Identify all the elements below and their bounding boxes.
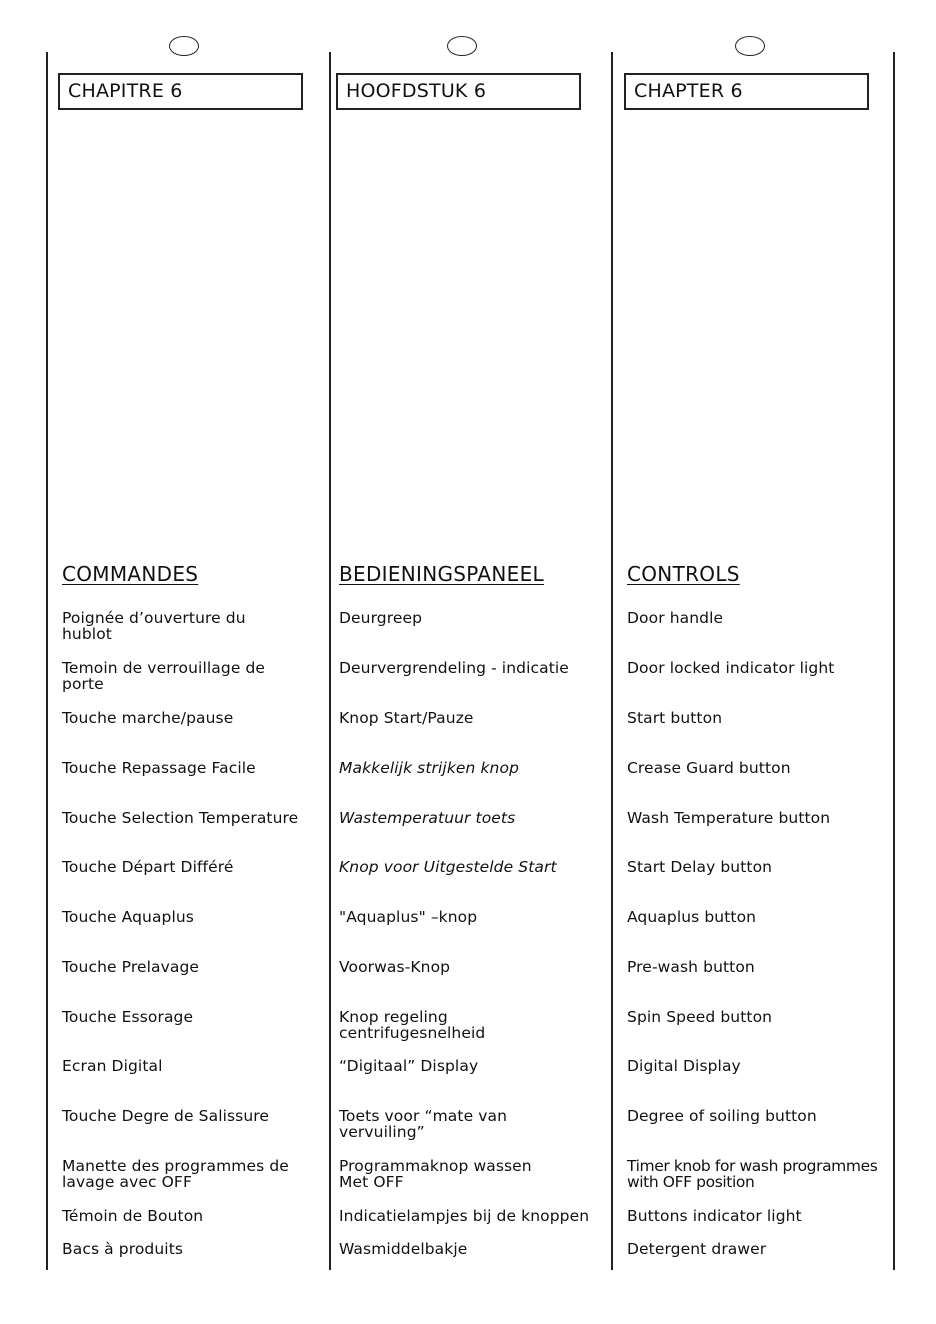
list-item: Makkelijk strijken knop bbox=[339, 759, 520, 777]
list-item: Wash Temperature button bbox=[627, 809, 831, 827]
list-item: Deurvergrendeling - indicatie bbox=[339, 659, 569, 677]
list-item: Temoin de verrouillage de porte bbox=[62, 659, 266, 693]
section-title-fr: COMMANDES bbox=[62, 562, 199, 586]
language-flag-icon-en bbox=[735, 36, 765, 56]
list-item: “Digitaal” Display bbox=[339, 1057, 479, 1075]
list-item: Touche Repassage Facile bbox=[62, 759, 256, 777]
list-item: Knop regeling centrifugesnelheid bbox=[339, 1008, 486, 1042]
list-item: Pre-wash button bbox=[627, 958, 755, 976]
list-item: Aquaplus button bbox=[627, 908, 757, 926]
list-item: Timer knob for wash programmes with OFF position bbox=[627, 1157, 878, 1191]
list-item: Touche Prelavage bbox=[62, 958, 200, 976]
list-item: Detergent drawer bbox=[627, 1240, 767, 1258]
chapter-heading-nl: HOOFDSTUK 6 bbox=[336, 73, 581, 110]
list-item: Touche Selection Temperature bbox=[62, 809, 299, 827]
list-item: Touche marche/pause bbox=[62, 709, 234, 727]
list-item: Wasmiddelbakje bbox=[339, 1240, 468, 1258]
list-item: "Aquaplus" –knop bbox=[339, 908, 478, 926]
list-item: Digital Display bbox=[627, 1057, 741, 1075]
list-item: Indicatielampjes bij de knoppen bbox=[339, 1207, 590, 1225]
chapter-heading-fr: CHAPITRE 6 bbox=[58, 73, 303, 110]
list-item: Touche Aquaplus bbox=[62, 908, 194, 926]
list-item: Programmaknop wassen Met OFF bbox=[339, 1157, 532, 1191]
column-divider-right bbox=[893, 52, 895, 1270]
list-item: Start button bbox=[627, 709, 723, 727]
list-item: Poignée d’ouverture du hublot bbox=[62, 609, 246, 643]
list-item: Door locked indicator light bbox=[627, 659, 835, 677]
list-item: Touche Essorage bbox=[62, 1008, 194, 1026]
list-item: Touche Degre de Salissure bbox=[62, 1107, 270, 1125]
list-item: Touche Départ Différé bbox=[62, 858, 234, 876]
list-item: Buttons indicator light bbox=[627, 1207, 802, 1225]
list-item: Spin Speed button bbox=[627, 1008, 773, 1026]
language-flag-icon-nl bbox=[447, 36, 477, 56]
list-item: Ecran Digital bbox=[62, 1057, 163, 1075]
list-item: Voorwas-Knop bbox=[339, 958, 451, 976]
list-item: Knop voor Uitgestelde Start bbox=[339, 858, 557, 876]
language-flag-icon-fr bbox=[169, 36, 199, 56]
list-item: Témoin de Bouton bbox=[62, 1207, 204, 1225]
list-item: Start Delay button bbox=[627, 858, 773, 876]
column-divider-left bbox=[46, 52, 48, 1270]
list-item: Knop Start/Pauze bbox=[339, 709, 474, 727]
list-item: Door handle bbox=[627, 609, 724, 627]
chapter-heading-en: CHAPTER 6 bbox=[624, 73, 869, 110]
list-item: Wastemperatuur toets bbox=[339, 809, 516, 827]
column-divider-1 bbox=[329, 52, 331, 1270]
list-item: Deurgreep bbox=[339, 609, 423, 627]
list-item: Bacs à produits bbox=[62, 1240, 184, 1258]
list-item: Toets voor “mate van vervuiling” bbox=[339, 1107, 508, 1141]
list-item: Degree of soiling button bbox=[627, 1107, 817, 1125]
column-divider-2 bbox=[611, 52, 613, 1270]
list-item: Manette des programmes de lavage avec OFF bbox=[62, 1157, 289, 1191]
section-title-nl: BEDIENINGSPANEEL bbox=[339, 562, 544, 586]
list-item: Crease Guard button bbox=[627, 759, 791, 777]
section-title-en: CONTROLS bbox=[627, 562, 740, 586]
